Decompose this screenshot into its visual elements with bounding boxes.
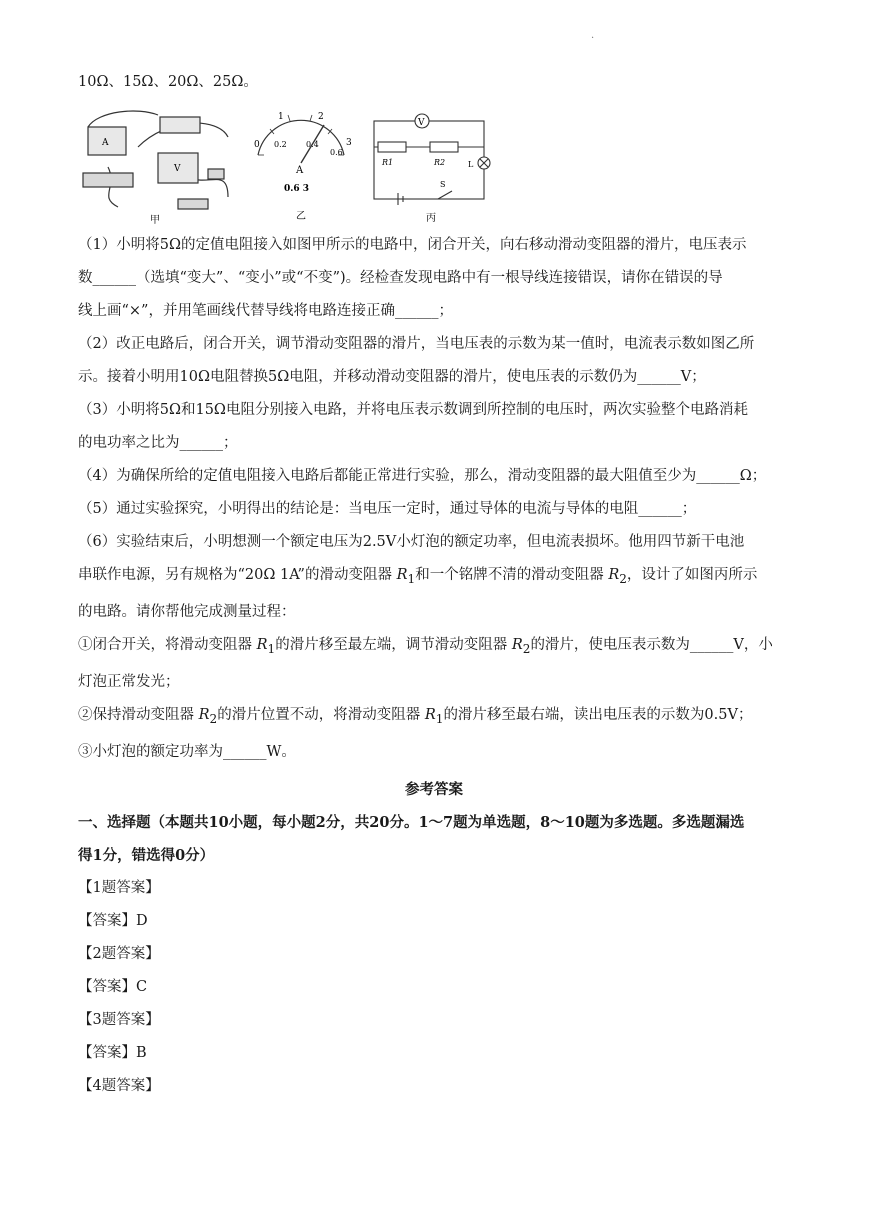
answer-2-value: 【答案】C: [78, 978, 148, 995]
answer-2-label: 【2题答案】: [78, 945, 160, 962]
dial-top-1: 1: [278, 112, 284, 122]
dial-terminals: 0.6 3: [284, 184, 310, 194]
resistor-values-line: 10Ω、15Ω、20Ω、25Ω。: [78, 74, 258, 90]
answer-1-label: 【1题答案】: [78, 879, 160, 896]
circuit-lamp: L: [468, 160, 474, 169]
document-page: [78, 66, 790, 1103]
q1-line-3: 线上画“×”，并用笔画线代替导线将电路连接正确______；: [78, 303, 453, 319]
figure-yi-ammeter-dial: [246, 107, 356, 225]
figure-bing-caption: 丙: [426, 213, 436, 224]
step1-line-1: ①闭合开关，将滑动变阻器 $R_1$的滑片移至最左端，调节滑动变阻器 $R_2$的滑片，使电压表示数为______V，小: [78, 636, 773, 656]
circuit-r2: R2: [434, 158, 446, 167]
figure-jia-caption: 甲: [150, 215, 160, 225]
figure-yi-caption: 乙: [296, 211, 306, 222]
step3-line: ③小灯泡的额定功率为______W。: [78, 743, 296, 760]
q1-line-2: 数______（选填“变大”、“变小”或“不变”)。经检查发现电路中有一根导线连接错误，请你在错误的导: [78, 270, 723, 286]
section1-line-1: 一、选择题（本题共10小题，每小题2分，共20分。1～7题为单选题，8～10题为多选题。多选题漏选: [78, 813, 745, 831]
answer-1-value: 【答案】D: [78, 912, 148, 929]
q6-line-1: （6）实验结束后，小明想测一个额定电压为2.5V小灯泡的额定功率，但电流表损坏。他用四节新干电池: [78, 534, 745, 550]
answer-3-value: 【答案】B: [78, 1044, 147, 1061]
q6-line-2: 串联作电源，另有规格为“20Ω 1A”的滑动变阻器 $R_1$和一个铭牌不清的滑动变阻器 $R_2$，设计了如图丙所示: [78, 567, 758, 586]
q3-line-1: （3）小明将5Ω和15Ω电阻分别接入电路，并将电压表示数调到所控制的电压时，两次实验整个电路消耗: [78, 402, 748, 418]
step2-line: ②保持滑动变阻器 $R_2$的滑片位置不动，将滑动变阻器 $R_1$的滑片移至最右端，读出电压表的示数为0.5V；: [78, 706, 753, 726]
q1-line-1: （1）小明将5Ω的定值电阻接入如图甲所示的电路中，闭合开关，向右移动滑动变阻器的滑片，电压表示: [78, 237, 747, 253]
q2-line-1: （2）改正电路后，闭合开关，调节滑动变阻器的滑片，当电压表的示数为某一值时，电流表示数如图乙所: [78, 336, 755, 352]
answer-4-label: 【4题答案】: [78, 1077, 160, 1094]
figure-bing-circuit: [368, 107, 498, 225]
figure-jia: [78, 107, 238, 225]
dial-bottom-06: 0.6: [330, 148, 343, 157]
circuit-meter-v: V: [418, 118, 425, 128]
dial-bottom-04: 0.4: [306, 140, 319, 149]
voltmeter-mark-v: V: [174, 164, 181, 174]
circuit-switch: S: [440, 180, 446, 189]
q2-line-2: 示。接着小明用10Ω电阻替换5Ω电阻，并移动滑动变阻器的滑片，使电压表的示数仍为______V；: [78, 369, 706, 385]
q3-line-2: 的电功率之比为______；: [78, 435, 238, 451]
dial-top-2: 2: [318, 112, 324, 122]
figure-row: [78, 107, 790, 225]
ammeter-mark-a: A: [102, 138, 109, 148]
section1-line-2: 得1分，错选得0分）: [78, 846, 215, 864]
answers-title: 参考答案: [405, 780, 463, 798]
dial-bottom-02: 0.2: [274, 140, 287, 149]
answer-3-label: 【3题答案】: [78, 1011, 160, 1028]
q6-line-3: 的电路。请你帮他完成测量过程：: [78, 603, 296, 620]
q5-line: （5）通过实验探究，小明得出的结论是：当电压一定时，通过导体的电流与导体的电阻______；: [78, 501, 697, 517]
header-dot: .: [591, 30, 595, 41]
dial-unit: A: [296, 165, 304, 176]
dial-top-0: 0: [254, 140, 260, 150]
step1-line-2: 灯泡正常发光；: [78, 673, 180, 690]
dial-top-3: 3: [346, 138, 352, 148]
q4-line: （4）为确保所给的定值电阻接入电路后都能正常进行实验，那么，滑动变阻器的最大阻值至少为______Ω；: [78, 468, 767, 484]
circuit-r1: R1: [382, 158, 394, 167]
